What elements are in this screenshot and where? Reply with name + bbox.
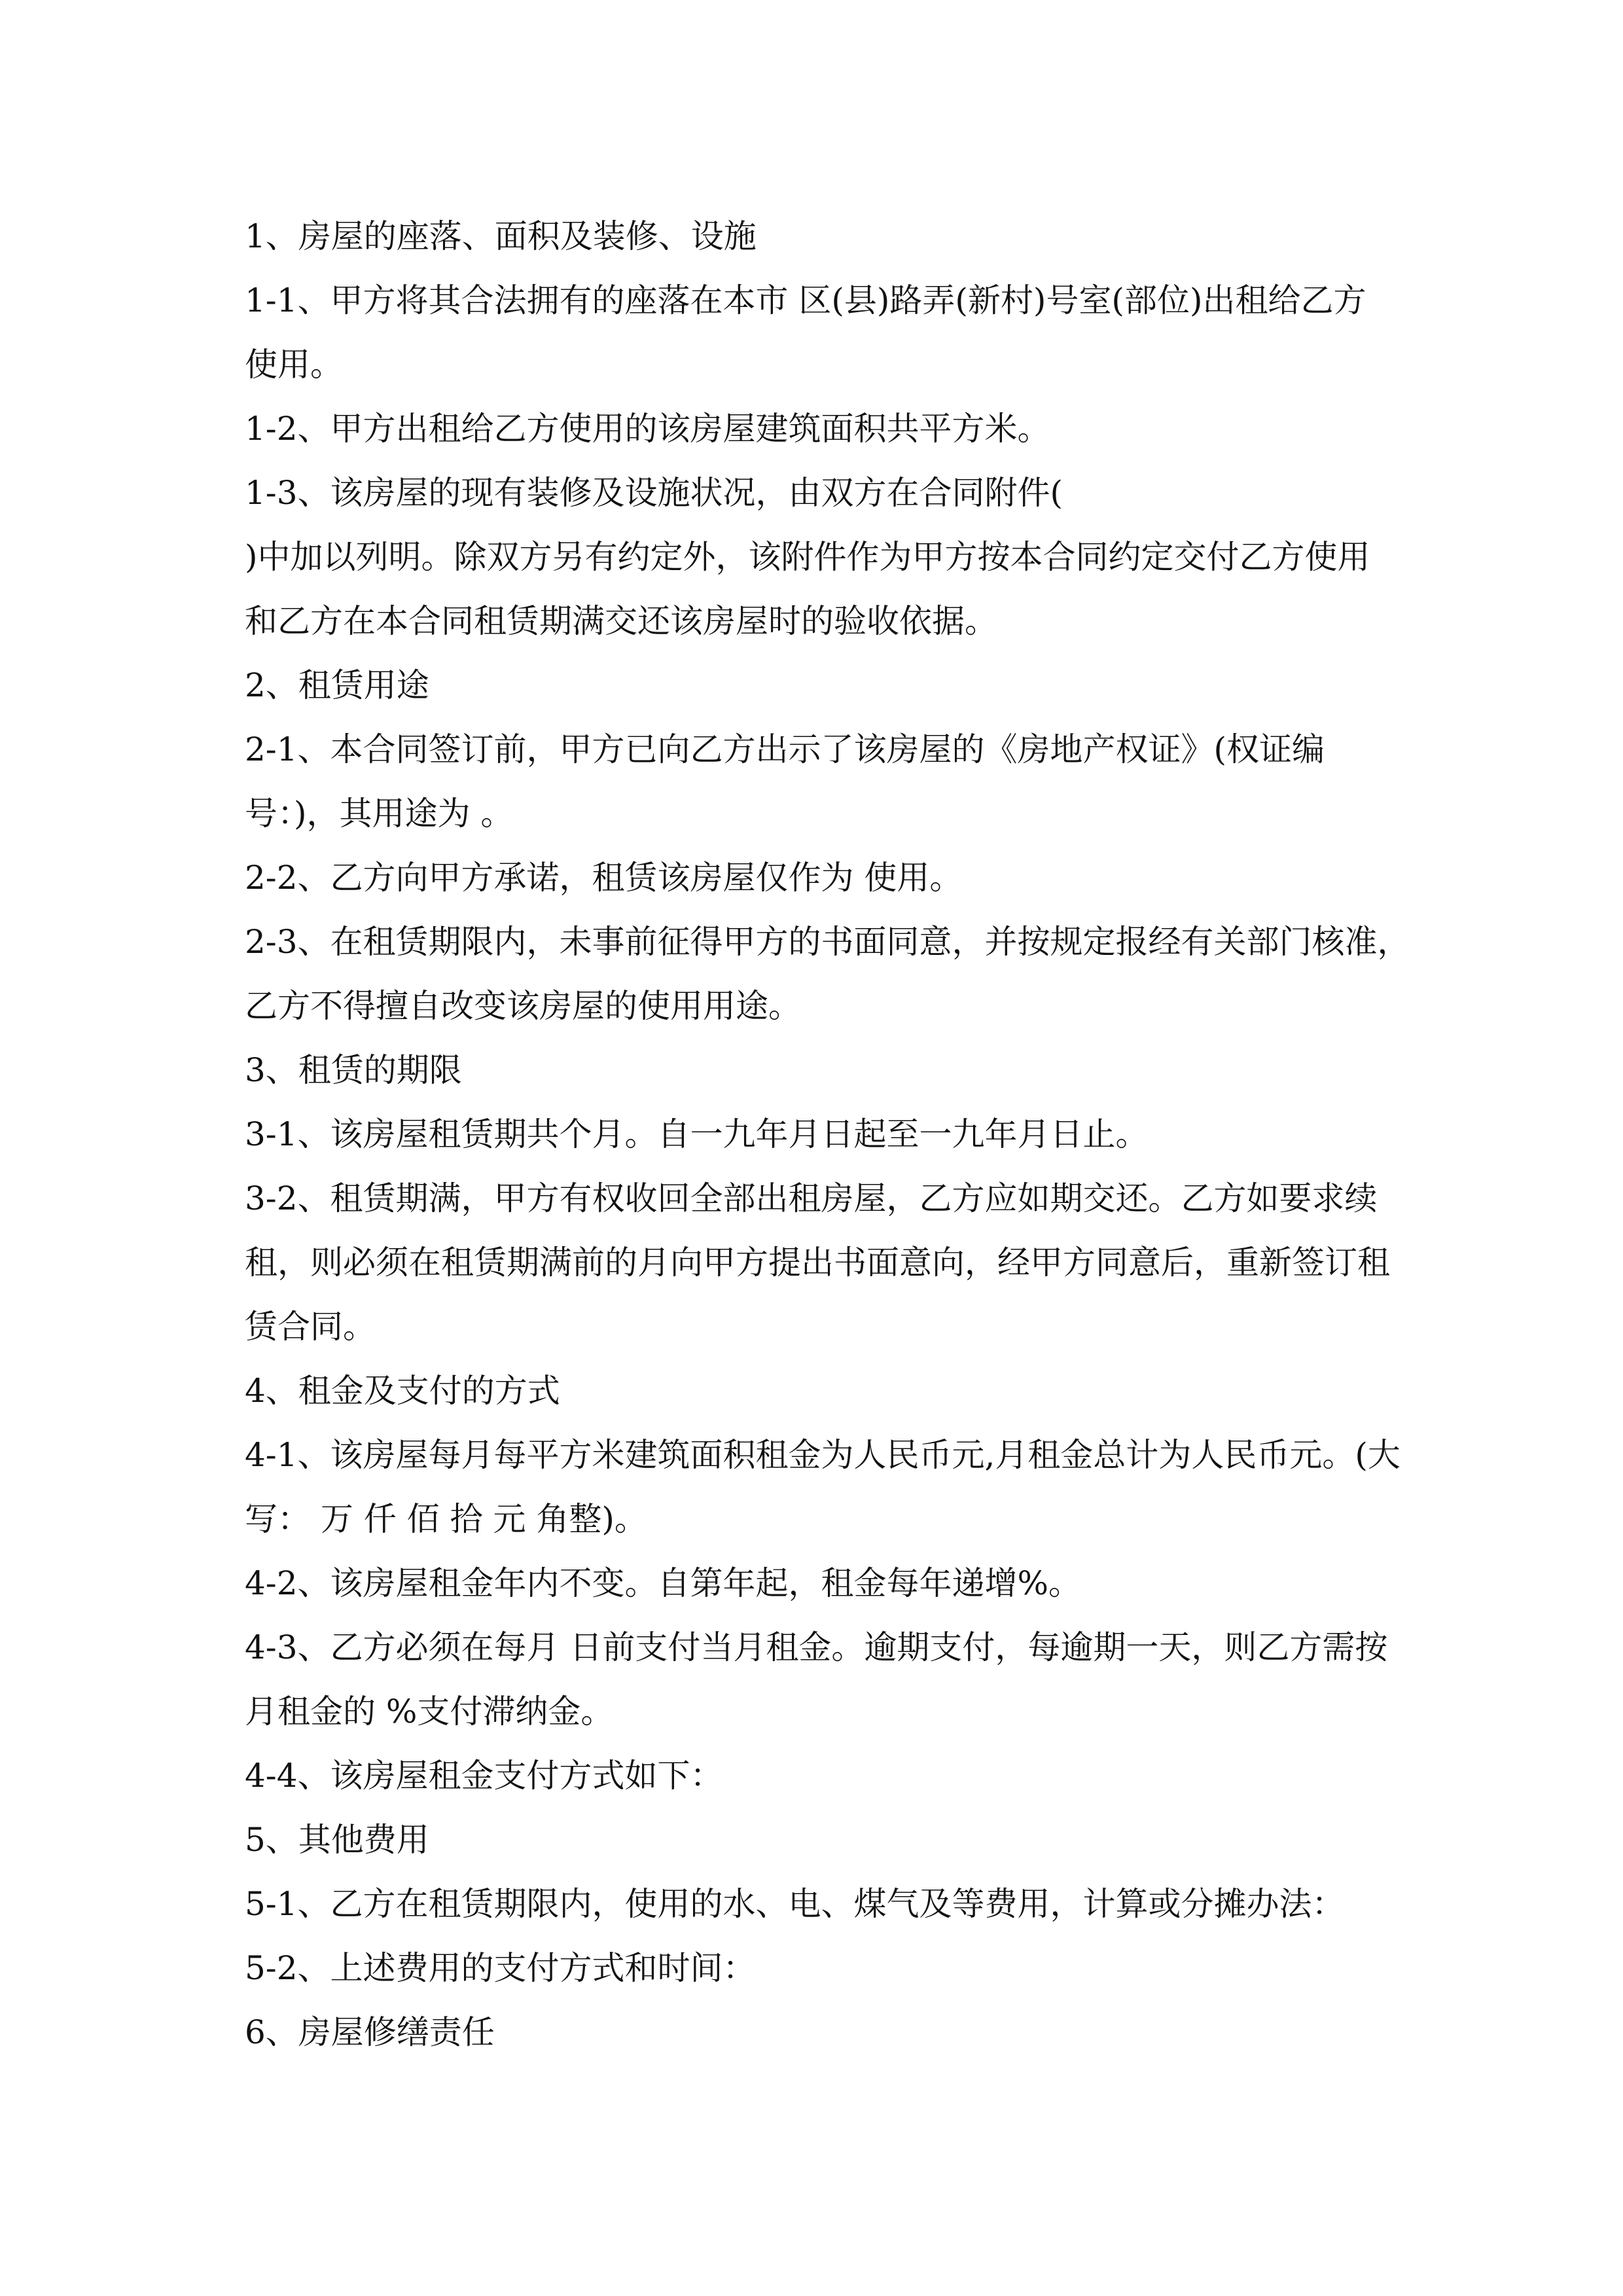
clause-3-2-cont-1: 租，则必须在租赁期满前的月向甲方提出书面意向，经甲方同意后，重新签订租 — [245, 1244, 1390, 1282]
clause-4-1: 4-1、该房屋每月每平方米建筑面积租金为人民币元,月租金总计为人民币元。(大 — [245, 1436, 1400, 1474]
clause-1-3-cont-1: )中加以列明。除双方另有约定外，该附件作为甲方按本合同约定交付乙方使用 — [245, 538, 1370, 576]
clause-4-4: 4-4、该房屋租金支付方式如下： — [245, 1757, 723, 1795]
clause-5-1: 5-1、乙方在租赁期限内，使用的水、电、煤气及等费用，计算或分摊办法： — [245, 1885, 1345, 1923]
section-heading-3: 3、租赁的期限 — [245, 1051, 462, 1089]
clause-1-2: 1-2、甲方出租给乙方使用的该房屋建筑面积共平方米。 — [245, 410, 1050, 448]
clause-3-1: 3-1、该房屋租赁期共个月。自一九年月日起至一九年月日止。 — [245, 1115, 1149, 1153]
clause-1-3-cont-2: 和乙方在本合同租赁期满交还该房屋时的验收依据。 — [245, 602, 997, 640]
clause-2-3: 2-3、在租赁期限内，未事前征得甲方的书面同意，并按规定报经有关部门核准， — [245, 923, 1410, 961]
clause-2-1: 2-1、本合同签订前，甲方已向乙方出示了该房屋的《房地产权证》(权证编 — [245, 730, 1325, 768]
section-heading-6: 6、房屋修缮责任 — [245, 2013, 495, 2051]
clause-1-3: 1-3、该房屋的现有装修及设施状况，由双方在合同附件( — [245, 474, 1063, 512]
clause-1-1-cont: 使用。 — [245, 346, 343, 384]
section-heading-4: 4、租金及支付的方式 — [245, 1372, 560, 1410]
section-heading-1: 1、房屋的座落、面积及装修、设施 — [245, 217, 757, 255]
clause-2-1-cont: 号：)，其用途为 。 — [245, 795, 514, 833]
clause-2-2: 2-2、乙方向甲方承诺，租赁该房屋仅作为 使用。 — [245, 859, 963, 897]
clause-5-2: 5-2、上述费用的支付方式和时间： — [245, 1949, 756, 1987]
clause-2-3-cont: 乙方不得擅自改变该房屋的使用用途。 — [245, 987, 801, 1025]
document-body — [245, 204, 1410, 2064]
section-heading-5: 5、其他费用 — [245, 1821, 429, 1859]
clause-3-2-cont-2: 赁合同。 — [245, 1308, 376, 1346]
clause-4-2: 4-2、该房屋租金年内不变。自第年起，租金每年递增%。 — [245, 1564, 1082, 1602]
clause-3-2: 3-2、租赁期满，甲方有权收回全部出租房屋，乙方应如期交还。乙方如要求续 — [245, 1179, 1378, 1217]
clause-1-1: 1-1、甲方将其合法拥有的座落在本市 区(县)路弄(新村)号室(部位)出租给乙方 — [245, 281, 1366, 319]
clause-4-3: 4-3、乙方必须在每月 日前支付当月租金。逾期支付，每逾期一天，则乙方需按 — [245, 1628, 1388, 1666]
section-heading-2: 2、租赁用途 — [245, 666, 429, 704]
clause-4-3-cont: 月租金的 %支付滞纳金。 — [245, 1693, 614, 1731]
clause-4-1-cont: 写： 万 仟 佰 拾 元 角整)。 — [245, 1500, 647, 1538]
